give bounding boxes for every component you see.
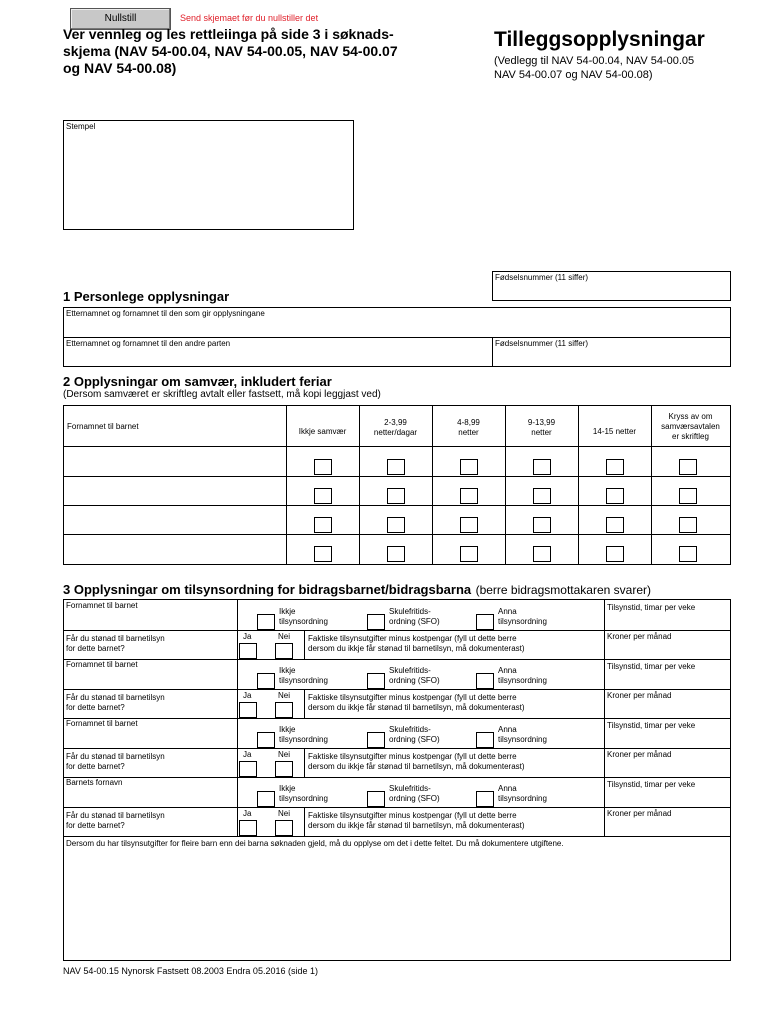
checkbox-written-agreement[interactable] — [679, 459, 697, 475]
no-care-line2: tilsynsordning — [279, 735, 328, 744]
care-hours-label: Tilsynstid, timar per veke — [607, 662, 696, 671]
support-question — [66, 634, 165, 654]
checkbox-no-visitation[interactable] — [314, 546, 332, 562]
checkbox-14-15-nights[interactable] — [606, 459, 624, 475]
checkbox-14-15-nights[interactable] — [606, 546, 624, 562]
section-3-heading — [63, 581, 651, 599]
sfo-line2: ordning (SFO) — [389, 794, 440, 803]
sfo-label — [389, 607, 440, 627]
page-title: Tilleggsopplysningar — [494, 28, 705, 51]
support-question-line2: for dette barnet? — [66, 644, 125, 653]
yes-label: Ja — [243, 750, 252, 759]
no-care-line2: tilsynsordning — [279, 617, 328, 626]
support-question-line2: for dette barnet? — [66, 821, 125, 830]
sfo-line1: Skulefritids- — [389, 725, 431, 734]
col-4-8-nights — [432, 418, 505, 438]
checkbox-4-8-nights[interactable] — [460, 517, 478, 533]
no-care-label — [279, 666, 328, 686]
checkbox-written-agreement[interactable] — [679, 517, 697, 533]
no-label: Nei — [278, 809, 291, 818]
visitation-table — [63, 405, 731, 565]
checkbox-written-agreement[interactable] — [679, 488, 697, 504]
no-label: Nei — [278, 691, 291, 700]
support-question-line2: for dette barnet? — [66, 703, 125, 712]
child-name-label: Fornamnet til barnet — [66, 660, 138, 669]
checkbox-9-13-nights[interactable] — [533, 546, 551, 562]
checkbox-sfo[interactable] — [367, 614, 385, 630]
sfo-line1: Skulefritids- — [389, 666, 431, 675]
no-care-line1: Ikkje — [279, 725, 296, 734]
support-question — [66, 752, 165, 772]
checkbox-no-visitation[interactable] — [314, 488, 332, 504]
other-care-line2: tilsynsordning — [498, 676, 547, 685]
section-2-subheading: (Dersom samværet er skriftleg avtalt eller fastsett, må kopi leggjast ved) — [63, 389, 381, 400]
checkbox-2-3-nights[interactable] — [387, 459, 405, 475]
sfo-label — [389, 725, 440, 745]
checkbox-no-care[interactable] — [257, 614, 275, 630]
no-care-label — [279, 784, 328, 804]
checkbox-other-care[interactable] — [476, 791, 494, 807]
child-name-label: Fornamnet til barnet — [66, 601, 138, 610]
actual-costs-line2: dersom du ikkje får stønad til barnetilsyn, må dokumenterast) — [308, 644, 525, 653]
sfo-label — [389, 666, 440, 686]
checkbox-no-care[interactable] — [257, 673, 275, 689]
checkbox-4-8-nights[interactable] — [460, 546, 478, 562]
other-party-fnr-label: Fødselsnummer (11 siffer) — [495, 339, 589, 348]
checkbox-14-15-nights[interactable] — [606, 517, 624, 533]
no-care-line1: Ikkje — [279, 607, 296, 616]
col-no-visitation: Ikkje samvær — [298, 427, 347, 436]
actual-costs-line1: Faktiske tilsynsutgifter minus kostpengar (fyll ut dette berre — [308, 811, 517, 820]
actual-costs-line2: dersom du ikkje får stønad til barnetilsyn, må dokumenterast) — [308, 762, 525, 771]
kroner-label: Kroner per månad — [607, 809, 672, 818]
form-footer: NAV 54-00.15 Nynorsk Fastsett 08.2003 Endra 05.2016 (side 1) — [63, 966, 318, 976]
support-question — [66, 693, 165, 713]
reset-button[interactable]: Nullstill — [70, 8, 171, 30]
additional-children-field[interactable] — [64, 850, 730, 960]
sfo-line1: Skulefritids- — [389, 784, 431, 793]
checkbox-no-visitation[interactable] — [314, 459, 332, 475]
no-care-label — [279, 607, 328, 627]
actual-costs-line1: Faktiske tilsynsutgifter minus kostpengar (fyll ut dette berre — [308, 634, 517, 643]
checkbox-sfo[interactable] — [367, 732, 385, 748]
actual-costs-line1: Faktiske tilsynsutgifter minus kostpengar (fyll ut dette berre — [308, 693, 517, 702]
actual-costs-line2: dersom du ikkje får stønad til barnetilsyn, må dokumenterast) — [308, 821, 525, 830]
checkbox-support-no[interactable] — [275, 702, 293, 718]
section-2-heading: 2 Opplysningar om samvær, inkludert feriar — [63, 374, 332, 389]
actual-costs-label — [308, 811, 525, 831]
support-question-line1: Får du stønad til barnetilsyn — [66, 752, 165, 761]
kroner-label: Kroner per månad — [607, 750, 672, 759]
sfo-label — [389, 784, 440, 804]
other-care-line1: Anna — [498, 725, 517, 734]
additional-children-note: Dersom du har tilsynsutgifter for fleire barn enn dei barna søknaden gjeld, må du opplyse om det i dette feltet. Du må dokumentere utgiftene. — [66, 839, 564, 848]
no-label: Nei — [278, 632, 291, 641]
other-care-line1: Anna — [498, 666, 517, 675]
other-care-label — [498, 725, 547, 745]
support-question-line2: for dette barnet? — [66, 762, 125, 771]
checkbox-9-13-nights[interactable] — [533, 459, 551, 475]
checkbox-written-agreement[interactable] — [679, 546, 697, 562]
col-9-13-line2: netter — [531, 428, 552, 437]
checkbox-no-care[interactable] — [257, 732, 275, 748]
kroner-label: Kroner per månad — [607, 632, 672, 641]
stamp-box — [63, 120, 354, 230]
checkbox-support-yes[interactable] — [239, 761, 257, 777]
no-care-label — [279, 725, 328, 745]
no-care-line1: Ikkje — [279, 666, 296, 675]
no-care-line2: tilsynsordning — [279, 794, 328, 803]
other-care-line2: tilsynsordning — [498, 735, 547, 744]
col-9-13-nights — [505, 418, 578, 438]
support-question — [66, 811, 165, 831]
sfo-line2: ordning (SFO) — [389, 617, 440, 626]
other-care-label — [498, 666, 547, 686]
no-label: Nei — [278, 750, 291, 759]
checkbox-no-visitation[interactable] — [314, 517, 332, 533]
no-care-line1: Ikkje — [279, 784, 296, 793]
col-written-agreement — [651, 412, 730, 442]
checkbox-2-3-nights[interactable] — [387, 546, 405, 562]
checkbox-sfo[interactable] — [367, 791, 385, 807]
other-party-name-field[interactable] — [63, 337, 493, 367]
checkbox-other-care[interactable] — [476, 732, 494, 748]
checkbox-support-no[interactable] — [275, 820, 293, 836]
care-hours-label: Tilsynstid, timar per veke — [607, 780, 696, 789]
care-hours-label: Tilsynstid, timar per veke — [607, 603, 696, 612]
stamp-label: Stempel — [66, 122, 96, 131]
other-care-line2: tilsynsordning — [498, 617, 547, 626]
subtitle-line-2: NAV 54-00.07 og NAV 54-00.08) — [494, 69, 653, 81]
checkbox-4-8-nights[interactable] — [460, 488, 478, 504]
checkbox-support-yes[interactable] — [239, 820, 257, 836]
checkbox-9-13-nights[interactable] — [533, 517, 551, 533]
instruction-text — [63, 26, 398, 77]
child-name-label: Barnets fornavn — [66, 778, 123, 787]
applicant-name-label: Etternamnet og fornamnet til den som gir opplysningane — [66, 309, 265, 318]
col-written-line2: samværsavtalen — [661, 422, 720, 431]
section-3-title: 3 Opplysningar om tilsynsordning for bidragsbarnet/bidragsbarna — [63, 582, 472, 597]
fnr-field[interactable] — [492, 271, 731, 301]
col-child-name: Fornamnet til barnet — [67, 422, 139, 431]
col-9-13-line1: 9-13,99 — [527, 418, 556, 427]
care-arrangement-table — [63, 599, 731, 961]
other-care-line1: Anna — [498, 607, 517, 616]
checkbox-4-8-nights[interactable] — [460, 459, 478, 475]
checkbox-other-care[interactable] — [476, 614, 494, 630]
other-party-fnr-field[interactable] — [492, 337, 731, 367]
actual-costs-line2: dersom du ikkje får stønad til barnetilsyn, må dokumenterast) — [308, 703, 525, 712]
yes-label: Ja — [243, 632, 252, 641]
col-written-line1: Kryss av om — [668, 412, 713, 421]
actual-costs-line1: Faktiske tilsynsutgifter minus kostpengar (fyll ut dette berre — [308, 752, 517, 761]
other-care-label — [498, 607, 547, 627]
col-4-8-line1: 4-8,99 — [457, 418, 480, 427]
other-care-line1: Anna — [498, 784, 517, 793]
col-4-8-line2: netter — [458, 428, 479, 437]
page-subtitle — [494, 54, 694, 82]
checkbox-support-no[interactable] — [275, 643, 293, 659]
checkbox-support-yes[interactable] — [239, 702, 257, 718]
kroner-label: Kroner per månad — [607, 691, 672, 700]
subtitle-line-1: (Vedlegg til NAV 54-00.04, NAV 54-00.05 — [494, 55, 695, 67]
other-party-name-label: Etternamnet og fornamnet til den andre parten — [66, 339, 231, 348]
care-hours-label: Tilsynstid, timar per veke — [607, 721, 696, 730]
actual-costs-label — [308, 634, 525, 654]
sfo-line1: Skulefritids- — [389, 607, 431, 616]
checkbox-support-yes[interactable] — [239, 643, 257, 659]
other-care-line2: tilsynsordning — [498, 794, 547, 803]
support-question-line1: Får du stønad til barnetilsyn — [66, 634, 165, 643]
other-care-label — [498, 784, 547, 804]
section-1-heading: 1 Personlege opplysningar — [63, 289, 230, 304]
fnr-label: Fødselsnummer (11 siffer) — [495, 273, 589, 282]
no-care-line2: tilsynsordning — [279, 676, 328, 685]
checkbox-9-13-nights[interactable] — [533, 488, 551, 504]
reset-hint: Send skjemaet før du nullstiller det — [180, 13, 319, 23]
sfo-line2: ordning (SFO) — [389, 676, 440, 685]
checkbox-2-3-nights[interactable] — [387, 488, 405, 504]
actual-costs-label — [308, 752, 525, 772]
col-written-line3: er skriftleg — [672, 432, 709, 441]
checkbox-2-3-nights[interactable] — [387, 517, 405, 533]
yes-label: Ja — [243, 691, 252, 700]
checkbox-14-15-nights[interactable] — [606, 488, 624, 504]
applicant-name-field[interactable] — [63, 307, 731, 338]
section-3-note: (berre bidragsmottakaren svarer) — [475, 583, 651, 597]
checkbox-support-no[interactable] — [275, 761, 293, 777]
checkbox-no-care[interactable] — [257, 791, 275, 807]
sfo-line2: ordning (SFO) — [389, 735, 440, 744]
col-2-3-line1: 2-3,99 — [384, 418, 407, 427]
checkbox-other-care[interactable] — [476, 673, 494, 689]
col-2-3-nights — [359, 418, 432, 438]
support-question-line1: Får du stønad til barnetilsyn — [66, 811, 165, 820]
yes-label: Ja — [243, 809, 252, 818]
support-question-line1: Får du stønad til barnetilsyn — [66, 693, 165, 702]
instruction-line-3: og NAV 54-00.08) — [63, 60, 177, 76]
actual-costs-label — [308, 693, 525, 713]
col-14-15-nights: 14-15 netter — [592, 427, 637, 436]
instruction-line-2: skjema (NAV 54-00.04, NAV 54-00.05, NAV 54-00.07 — [63, 43, 398, 59]
checkbox-sfo[interactable] — [367, 673, 385, 689]
col-2-3-line2: netter/dagar — [373, 428, 418, 437]
child-name-label: Fornamnet til barnet — [66, 719, 138, 728]
instruction-line-1: Ver vennleg og les rettleiinga på side 3 i søknads- — [63, 26, 394, 42]
